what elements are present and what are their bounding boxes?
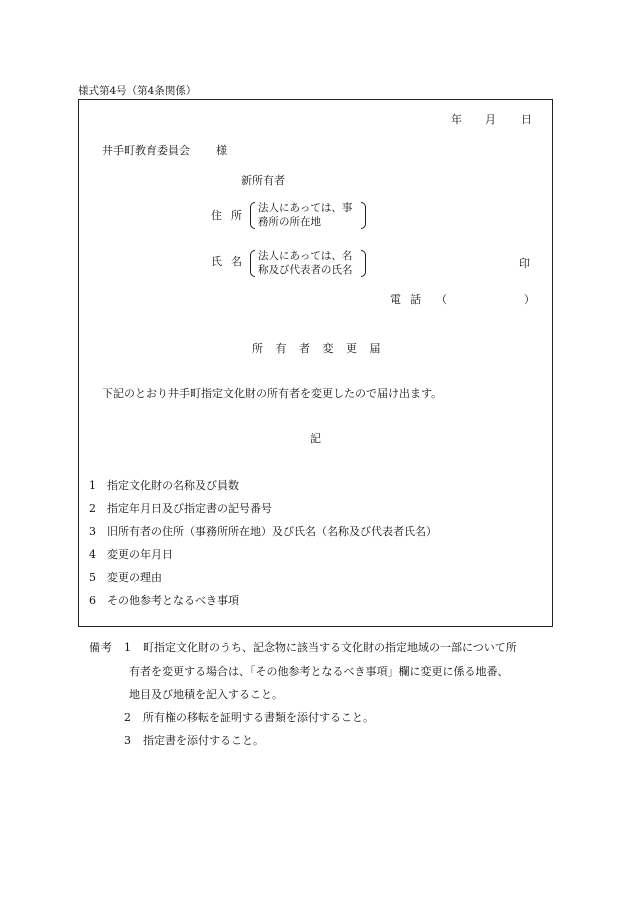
address-note-line1: 法人にあっては、事 xyxy=(258,202,353,214)
remark-text: 有者を変更する場合は、「その他参考となるべき事項」欄に変更に係る地番、 xyxy=(129,665,509,678)
seal-mark: 印 xyxy=(519,257,530,270)
list-item: 2 指定年月日及び指定書の記号番号 xyxy=(89,502,272,515)
remark-text: 所有権の移転を証明する書類を添付すること。 xyxy=(143,711,374,724)
remark-text: 地目及び地積を記入すること。 xyxy=(129,688,283,701)
list-item: 1 指定文化財の名称及び員数 xyxy=(89,479,239,492)
list-item: 5 変更の理由 xyxy=(89,571,162,584)
left-bracket xyxy=(250,250,255,277)
telephone-paren-close: ） xyxy=(524,293,535,306)
remark-number: 2 xyxy=(124,711,131,724)
right-bracket xyxy=(361,250,366,277)
address-label: 住所 xyxy=(211,209,251,222)
list-item: 6 その他参考となるべき事項 xyxy=(89,594,239,607)
document-title: 所有者変更届 xyxy=(252,342,393,355)
addressee-honorific: 様 xyxy=(216,144,227,157)
addressee-name: 井手町教育委員会 xyxy=(102,144,190,157)
date-year-label: 年 xyxy=(451,113,462,126)
telephone-label: 電話 xyxy=(390,293,430,306)
body-text: 下記のとおり井手町指定文化財の所有者を変更したので届け出ます。 xyxy=(102,387,443,400)
list-item: 4 変更の年月日 xyxy=(89,548,173,561)
remark-number: 1 xyxy=(124,641,131,654)
name-note-line1: 法人にあっては、名 xyxy=(258,250,353,262)
remark-text: 町指定文化財のうち、記念物に該当する文化財の指定地域の一部について所 xyxy=(143,641,517,654)
ki-heading: 記 xyxy=(310,432,321,445)
form-number-title: 様式第4号（第4条関係） xyxy=(78,85,197,97)
name-note-line2: 称及び代表者の氏名 xyxy=(258,264,353,276)
name-note xyxy=(250,249,366,279)
name-label: 氏名 xyxy=(211,255,251,268)
remark-text: 指定書を添付すること。 xyxy=(143,734,264,747)
left-bracket xyxy=(250,202,255,229)
remarks-label: 備考 xyxy=(89,641,113,654)
address-note xyxy=(250,201,366,231)
remark-number: 3 xyxy=(124,734,131,747)
address-note-line2: 務所の所在地 xyxy=(258,216,321,228)
date-month-label: 月 xyxy=(485,113,496,126)
addressee xyxy=(102,145,227,156)
right-bracket xyxy=(361,202,366,229)
telephone-paren-open: （ xyxy=(436,293,447,306)
new-owner-label: 新所有者 xyxy=(241,174,285,187)
list-item: 3 旧所有者の住所（事務所所在地）及び氏名（名称及び代表者氏名） xyxy=(89,525,437,538)
date-day-label: 日 xyxy=(521,113,532,126)
